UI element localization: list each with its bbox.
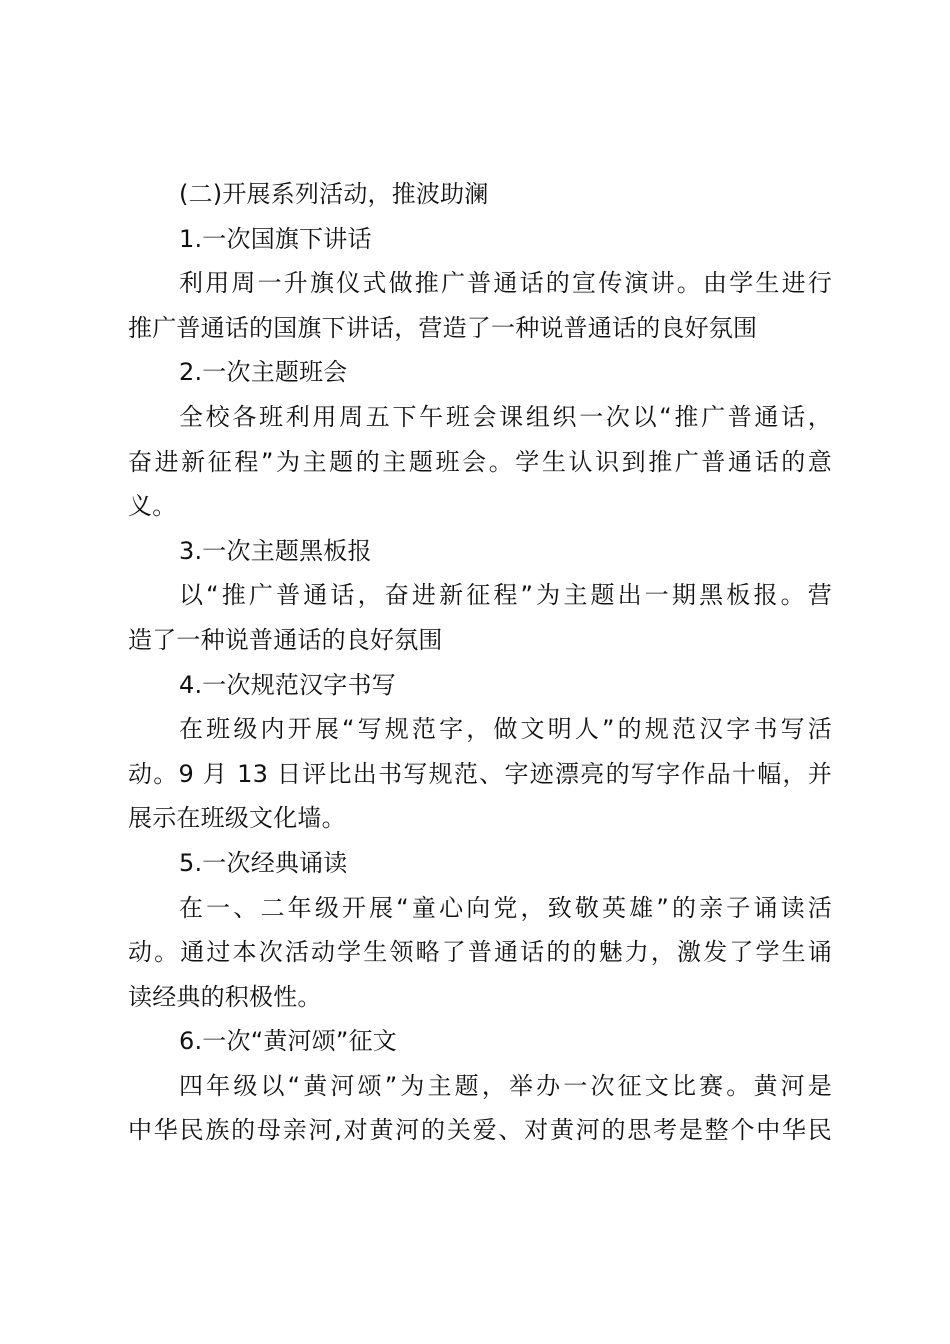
paragraph-line: 奋进新征程”为主题的主题班会。学生认识到推广普通话的意 [128, 447, 832, 476]
paragraph-line: 在班级内开展“写规范字，做文明人”的规范汉字书写活 [179, 715, 832, 744]
paragraph-line: 全校各班利用周五下午班会课组织一次以“推广普通话， [179, 402, 832, 431]
paragraph-line: 造了一种说普通话的良好氛围 [128, 625, 443, 654]
paragraph-line: 在一、二年级开展“童心向党，致敬英雄”的亲子诵读活 [179, 893, 832, 922]
paragraph-line: 以“推广普通话，奋进新征程”为主题出一期黑板报。营 [179, 581, 832, 610]
item-heading-6: 6.一次“黄河颂”征文 [179, 1027, 397, 1056]
paragraph-line: 动。9 月 13 日评比出书写规范、字迹漂亮的写字作品十幅，并 [128, 759, 832, 788]
item-heading-2: 2.一次主题班会 [179, 358, 348, 387]
paragraph-line: 中华民族的母亲河,对黄河的关爱、对黄河的思考是整个中华民 [128, 1116, 832, 1145]
item-heading-1: 1.一次国旗下讲话 [179, 224, 372, 253]
paragraph-line: 读经典的积极性。 [128, 982, 322, 1011]
paragraph-line: 推广普通话的国旗下讲话，营造了一种说普通话的良好氛围 [128, 313, 758, 342]
item-heading-5: 5.一次经典诵读 [179, 848, 348, 877]
paragraph-line: 展示在班级文化墙。 [128, 804, 346, 833]
document-body [128, 172, 832, 1153]
paragraph-line: 利用周一升旗仪式做推广普通话的宣传演讲。由学生进行 [179, 269, 832, 298]
paragraph-line: 四年级以“黄河颂”为主题，举办一次征文比赛。黄河是 [179, 1071, 832, 1100]
paragraph-line: 动。通过本次活动学生领略了普通话的的魅力，激发了学生诵 [128, 938, 832, 967]
section-heading: (二)开展系列活动，推波助澜 [179, 180, 489, 208]
paragraph-line: 义。 [128, 492, 177, 521]
item-heading-4: 4.一次规范汉字书写 [179, 670, 396, 699]
item-heading-3: 3.一次主题黑板报 [179, 536, 372, 565]
